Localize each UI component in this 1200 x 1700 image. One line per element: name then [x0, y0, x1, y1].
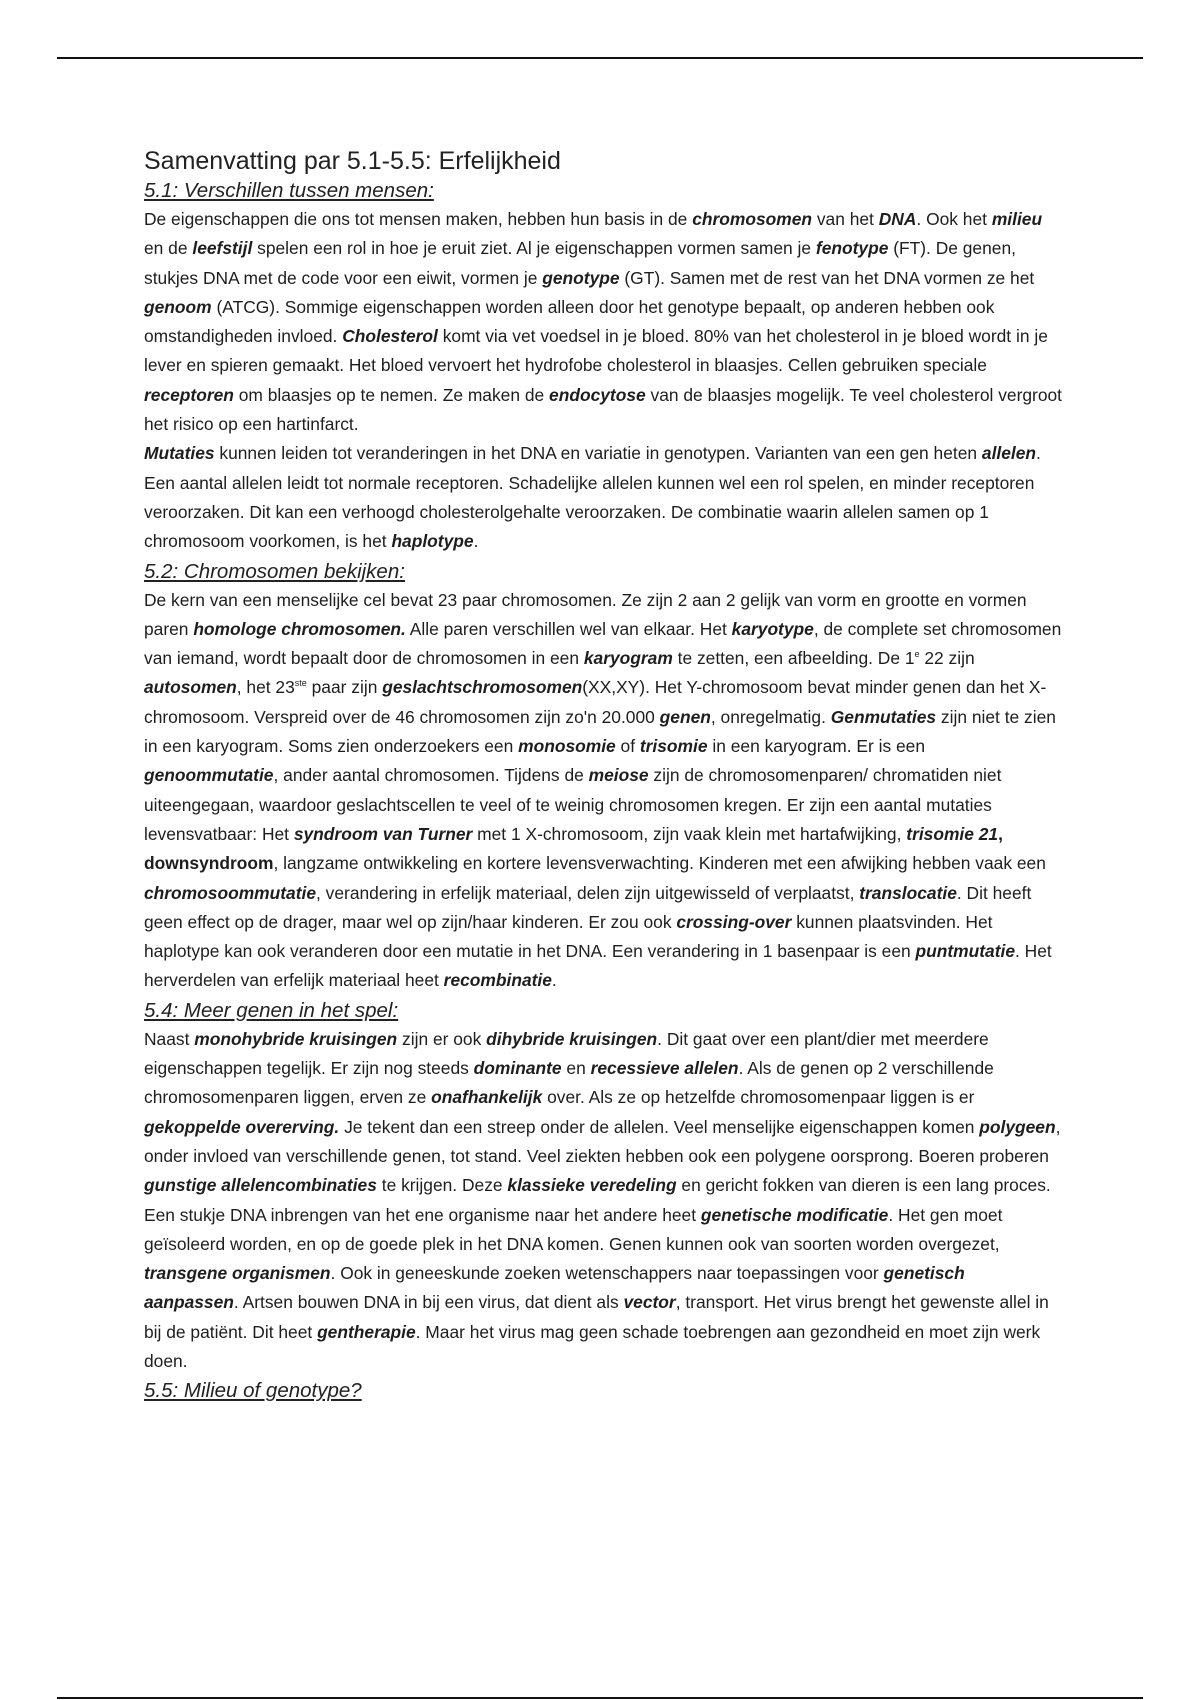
key-term: gunstige allelencombinaties [144, 1175, 377, 1196]
key-term: genetische modificatie [700, 1204, 889, 1225]
key-term: vector [623, 1292, 676, 1313]
key-term: chromosoommutatie [144, 882, 316, 903]
key-term: Mutaties [144, 443, 215, 464]
key-term: transgene organismen [144, 1263, 331, 1284]
key-term: onafhankelijk [431, 1087, 543, 1108]
document-body [144, 146, 1064, 1405]
key-term: genoom [144, 296, 212, 317]
section-heading: 5.4: Meer genen in het spel: [144, 998, 399, 1022]
key-term: karyogram [583, 648, 673, 669]
section-heading: 5.5: Milieu of genotype? [144, 1379, 362, 1403]
key-term: haplotype [391, 531, 474, 552]
page-title: Samenvatting par 5.1-5.5: Erfelijkheid [144, 147, 561, 175]
key-term: monohybride kruisingen [194, 1028, 398, 1049]
paragraph: Naast monohybride kruisingen zijn er ook dihybride kruisingen. Dit gaat over een plant/dier met meerdere eigenschappen tegelijk. Er zijn nog steeds dominante en recessieve allelen. Als de genen op 2 verschillende chromosomenparen liggen, erven ze onafhankelijk over. Als ze op hetzelfde chromosomenpaar liggen is er gekoppelde overerving. Je tekent dan een streep onder de allelen. Veel menselijke eigenschappen komen polygeen, onder invloed van verschillende genen, tot stand. Veel ziekten hebben ook een polygene oorsprong. Boeren proberen gunstige allelencombinaties te krijgen. Deze klassieke veredeling en gericht fokken van dieren is een lang proces. Een stukje DNA inbrengen van het ene organisme naar het andere heet genetische modificatie. Het gen moet geïsoleerd worden, en op de goede plek in het DNA komen. Genen kunnen ook van soorten worden overgezet, transgene organismen. Ook in geneeskunde zoeken wetenschappers naar toepassingen voor genetisch aanpassen. Artsen bouwen DNA in bij een virus, dat dient als vector, transport. Het virus brengt het gewenste allel in bij de patiënt. Dit heet gentherapie. Maar het virus mag geen schade toebrengen aan gezondheid en moet zijn werk doen. [144, 1028, 1061, 1371]
key-term: karyotype [731, 618, 814, 639]
key-term: genotype [542, 267, 620, 288]
top-rule [57, 57, 1143, 59]
key-term: translocatie [859, 882, 957, 903]
key-term: klassieke veredeling [507, 1175, 677, 1196]
key-term: syndroom van Turner [293, 823, 473, 844]
key-term: trisomie [639, 736, 708, 757]
key-term: genetisch aanpassen [144, 1263, 965, 1313]
bold-text: , downsyndroom [144, 823, 1003, 874]
key-term: endocytose [549, 384, 646, 405]
key-term: meiose [588, 765, 649, 786]
key-term: puntmutatie [915, 941, 1016, 962]
superscript: e [914, 649, 920, 660]
key-term: DNA [878, 209, 917, 229]
key-term: genoommutatie [144, 765, 274, 786]
section-heading: 5.1: Verschillen tussen mensen: [144, 179, 434, 202]
key-term: homologe chromosomen. [193, 618, 406, 639]
section-heading: 5.2: Chromosomen bekijken: [144, 559, 405, 583]
superscript: ste [294, 678, 307, 689]
key-term: recessieve allelen [590, 1058, 739, 1079]
key-term: Cholesterol [342, 326, 438, 347]
paragraph: De kern van een menselijke cel bevat 23 paar chromosomen. Ze zijn 2 aan 2 gelijk van vorm en grootte en vormen paren homologe chromosomen. Alle paren verschillen wel van elkaar. Het karyotype, de complete set chromosomen van iemand, wordt bepaalt door de chromosomen in een karyogram te zetten, een afbeelding. De 1e 22 zijn autosomen, het 23ste paar zijn geslachtschromosomen(XX,XY). Het Y-chromosoom bevat minder genen dan het X-chromosoom. Verspreid over de 46 chromosomen zijn zo'n 20.000 genen, onregelmatig. Genmutaties zijn niet te zien in een karyogram. Soms zien onderzoekers een monosomie of trisomie in een karyogram. Er is een genoommutatie, ander aantal chromosomen. Tijdens de meiose zijn de chromosomenparen/ chromatiden niet uiteengegaan, waardoor geslachtscellen te veel of te weinig chromosomen kregen. Er zijn een aantal mutaties levensvatbaar: Het syndroom van Turner met 1 X-chromosoom, zijn vaak klein met hartafwijking, trisomie 21, downsyndroom, langzame ontwikkeling en kortere levensverwachting. Kinderen met een afwijking hebben vaak een chromosoommutatie, verandering in erfelijk materiaal, delen zijn uitgewisseld of verplaatst, translocatie. Dit heeft geen effect op de drager, maar wel op zijn/haar kinderen. Er zou ook crossing-over kunnen plaatsvinden. Het haplotype kan ook veranderen door een mutatie in het DNA. Een verandering in 1 basenpaar is een puntmutatie. Het herverdelen van erfelijk materiaal heet recombinatie. [144, 589, 1062, 991]
key-term: geslachtschromosomen [382, 677, 583, 698]
key-term: dominante [473, 1058, 562, 1079]
key-term: genen [659, 706, 711, 727]
key-term: recombinatie [443, 970, 552, 991]
key-term: monosomie [518, 736, 616, 757]
key-term: fenotype [815, 238, 889, 259]
key-term: Genmutaties [830, 706, 937, 727]
paragraph: Mutaties kunnen leiden tot veranderingen in het DNA en variatie in genotypen. Varianten van een gen heten allelen. Een aantal allelen leidt tot normale receptoren. Schadelijke allelen kunnen wel een rol spelen, en minder receptoren veroorzaken. Dit kan een verhoogd cholesterolgehalte veroorzaken. De combinatie waarin allelen samen op 1 chromosoom voorkomen, is het haplotype. [144, 443, 1041, 552]
key-term: polygeen [979, 1116, 1056, 1137]
key-term: allelen [981, 443, 1037, 464]
key-term: milieu [991, 209, 1043, 229]
key-term: gentherapie [317, 1321, 416, 1342]
key-term: chromosomen [692, 209, 813, 229]
key-term: crossing-over [676, 911, 792, 932]
key-term: leefstijl [192, 238, 253, 259]
bottom-rule [57, 1697, 1143, 1699]
key-term: trisomie 21 [906, 823, 999, 844]
key-term: gekoppelde overerving. [144, 1116, 340, 1137]
key-term: receptoren [144, 384, 234, 405]
key-term: dihybride kruisingen [486, 1028, 658, 1049]
paragraph: De eigenschappen die ons tot mensen maken, hebben hun basis in de chromosomen van het DNA. Ook het milieu en de leefstijl spelen een rol in hoe je eruit ziet. Al je eigenschappen vormen samen je fenotype (FT). De genen, stukjes DNA met de code voor een eiwit, vormen je genotype (GT). Samen met de rest van het DNA vormen ze het genoom (ATCG). Sommige eigenschappen worden alleen door het genotype bepaalt, op anderen hebben ook omstandigheden invloed. Cholesterol komt via vet voedsel in je bloed. 80% van het cholesterol in je bloed wordt in je lever en spieren gemaakt. Het bloed vervoert het hydrofobe cholesterol in blaasjes. Cellen gebruiken speciale receptoren om blaasjes op te nemen. Ze maken de endocytose van de blaasjes mogelijk. Te veel cholesterol vergroot het risico op een hartinfarct. [144, 209, 1063, 435]
key-term: autosomen [144, 677, 237, 698]
